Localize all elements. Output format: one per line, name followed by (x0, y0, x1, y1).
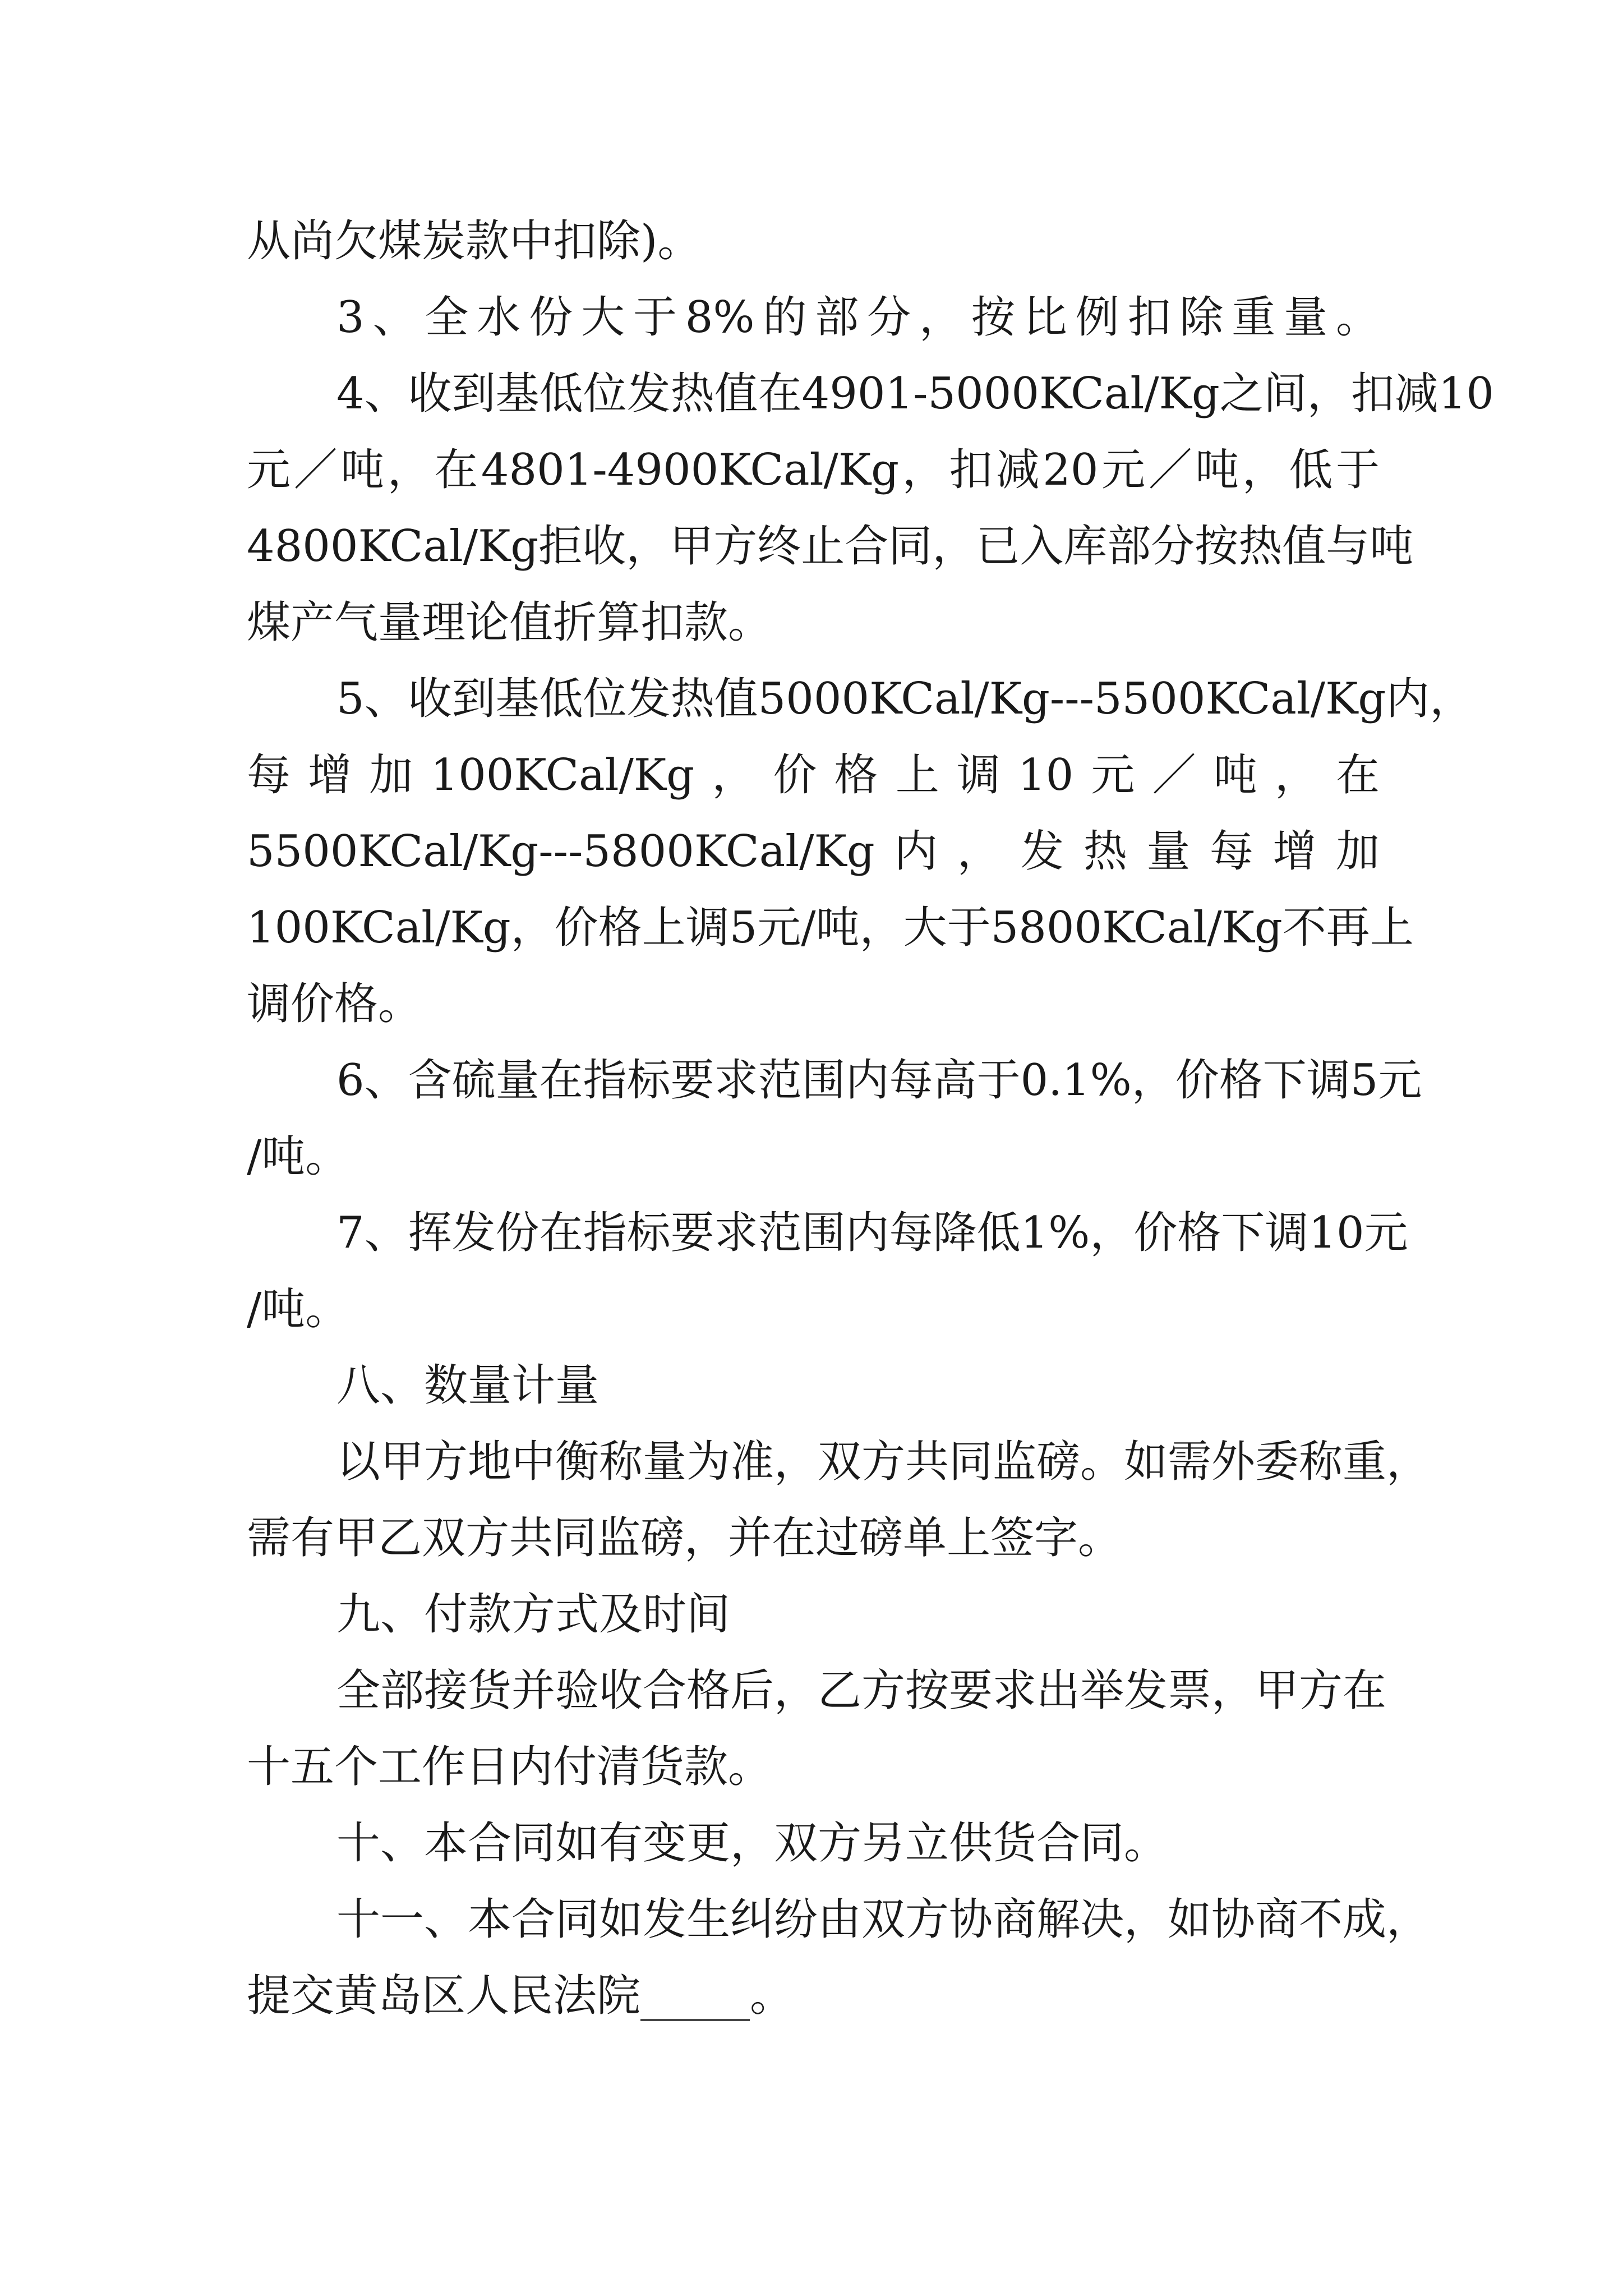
text-line-10: 100KCal/Kg，价格上调5元/吨，大于5800KCal/Kg不再上 (247, 903, 1414, 953)
section-heading-changes: 十、本合同如有变更，双方另立供货合同。 (336, 1818, 1168, 1869)
text-line-2: 3、全水份大于8%的部分，按比例扣除重量。 (336, 292, 1380, 343)
text-line-7: 5、收到基低位发热值5000KCal/Kg---5500KCal/Kg内， (336, 674, 1474, 724)
section-heading-payment: 九、付款方式及时间 (336, 1589, 731, 1640)
text-line-15: /吨。 (247, 1284, 349, 1335)
text-line-1: 从尚欠煤炭款中扣除)。 (247, 216, 702, 266)
text-line-18: 需有甲乙双方共同监磅，并在过磅单上签字。 (247, 1513, 1122, 1563)
text-line-5: 4800KCal/Kg拒收，甲方终止合同，已入库部分按热值与吨 (247, 521, 1414, 572)
text-line-14: 7、挥发份在指标要求范围内每降低1%，价格下调10元 (336, 1208, 1408, 1258)
text-line-24: 提交黄岛区人民法院_____。 (247, 1971, 794, 2021)
section-heading-disputes: 十一、本合同如发生纠纷由双方协商解决，如协商不成， (336, 1894, 1431, 1945)
text-line-12: 6、含硫量在指标要求范围内每高于0.1%，价格下调5元 (336, 1055, 1422, 1106)
text-line-21: 十五个工作日内付清货款。 (247, 1742, 772, 1792)
section-heading-quantity: 八、数量计量 (336, 1360, 600, 1411)
text-line-11: 调价格。 (247, 979, 422, 1029)
text-line-13: /吨。 (247, 1131, 349, 1182)
text-line-17: 以甲方地中衡称量为准，双方共同监磅。如需外委称重， (336, 1437, 1431, 1487)
text-line-4: 元／吨，在4801-4900KCal/Kg，扣减20元／吨，低于 (247, 445, 1380, 495)
text-line-6: 煤产气量理论值折算扣款。 (247, 597, 772, 648)
text-line-3: 4、收到基低位发热值在4901-5000KCal/Kg之间，扣减10 (336, 369, 1495, 419)
text-line-9: 5500KCal/Kg---5800KCal/Kg内，发热量每增加 (247, 826, 1380, 877)
text-line-20: 全部接货并验收合格后，乙方按要求出举发票，甲方在 (336, 1665, 1387, 1716)
text-line-8: 每增加100KCal/Kg，价格上调10元／吨，在 (247, 750, 1380, 800)
